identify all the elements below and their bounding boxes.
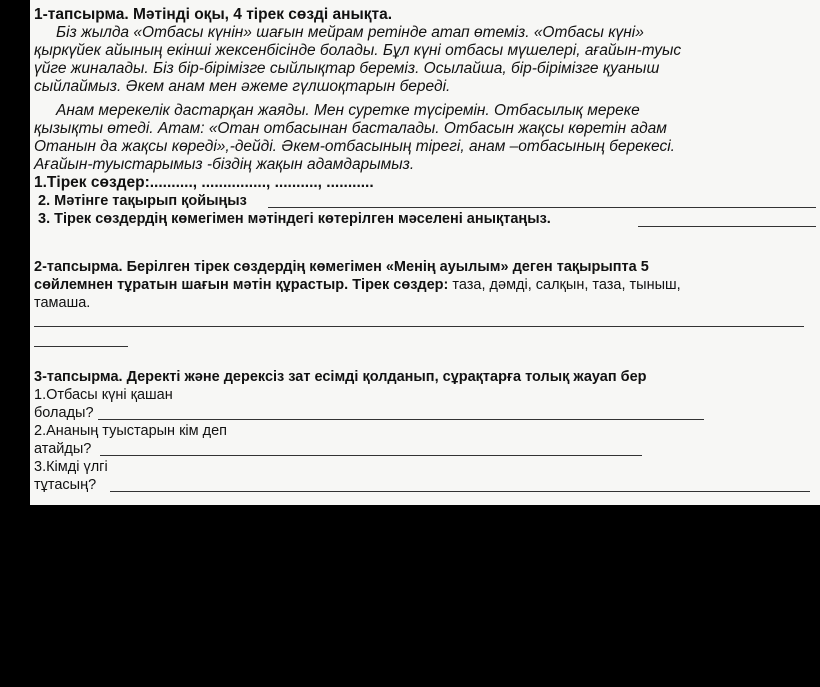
worksheet-page [30, 0, 820, 505]
task1-text-line: қыркүйек айының екінші жексенбісінде болады. Бұл күні отбасы мүшелері, ағайын-туыс [34, 42, 682, 59]
task2-heading: 2-тапсырма. Берілген тірек сөздердің көмегімен «Менің ауылым» деген тақырыпта 5 [34, 259, 649, 275]
task1-heading: 1-тапсырма. Мәтінді оқы, 4 тірек сөзді анықта. [34, 6, 393, 23]
task3-question-2: 2.Ананың туыстарын кім деп [34, 423, 228, 439]
answer-line[interactable] [34, 346, 128, 347]
answer-line[interactable] [110, 491, 810, 492]
answer-line[interactable] [638, 226, 816, 227]
task2-text-line-end: тамаша. [34, 295, 91, 311]
answer-line[interactable] [98, 419, 704, 420]
task2-text-line [34, 276, 681, 294]
task1-text-line: Ағайын-туыстарымыз -біздің жақын адамдарымыз. [34, 156, 415, 173]
task1-text-line: сыйлаймыз. Әкем анам мен әжеме гүлшоқтарын береді. [34, 78, 451, 95]
answer-line[interactable] [100, 455, 642, 456]
task2-instruction: сөйлемнен тұратын шағын мәтін құрастыр. Тірек сөздер: [34, 277, 449, 293]
task3-question-2-end: атайды? [34, 441, 92, 457]
task1-question-2: 2. Мәтінге тақырып қойыңыз [38, 193, 247, 209]
answer-line[interactable] [34, 326, 804, 327]
answer-line[interactable] [268, 207, 816, 208]
task1-question-3: 3. Тірек сөздердің көмегімен мәтіндегі көтерілген мәселені анықтаңыз. [38, 211, 551, 227]
task1-question-1: 1.Тірек сөздер:.........., ..............., .........., ........... [34, 174, 374, 191]
task3-question-3-end: тұтасың? [34, 477, 97, 493]
task1-text-line: қызықты өтеді. Атам: «Отан отбасынан басталады. Отбасын жақсы көретін адам [34, 120, 667, 137]
task1-text-line: Біз жылда «Отбасы күнін» шағын мейрам ретінде атап өтеміз. «Отбасы күні» [56, 24, 644, 41]
task3-question-1: 1.Отбасы күні қашан [34, 387, 173, 403]
task3-question-3: 3.Кімді үлгі [34, 459, 108, 475]
task1-text-line: Отанын да жақсы көреді»,-дейді. Әкем-отбасының тірегі, анам –отбасының берекесі. [34, 138, 675, 155]
task3-heading: 3-тапсырма. Деректі және дерексіз зат есімді қолданып, сұрақтарға толық жауап бер [34, 369, 647, 385]
task3-question-1-end: болады? [34, 405, 94, 421]
task1-text-line: Анам мерекелік дастарқан жаяды. Мен суретке түсіремін. Отбасылық мереке [56, 102, 640, 119]
task2-key-words: таза, дәмді, салқын, таза, тыныш, [448, 277, 681, 293]
task1-text-line: үйге жиналады. Біз бір-бірімізге сыйлықтар береміз. Осылайша, бір-бірімізге қуаныш [34, 60, 660, 77]
